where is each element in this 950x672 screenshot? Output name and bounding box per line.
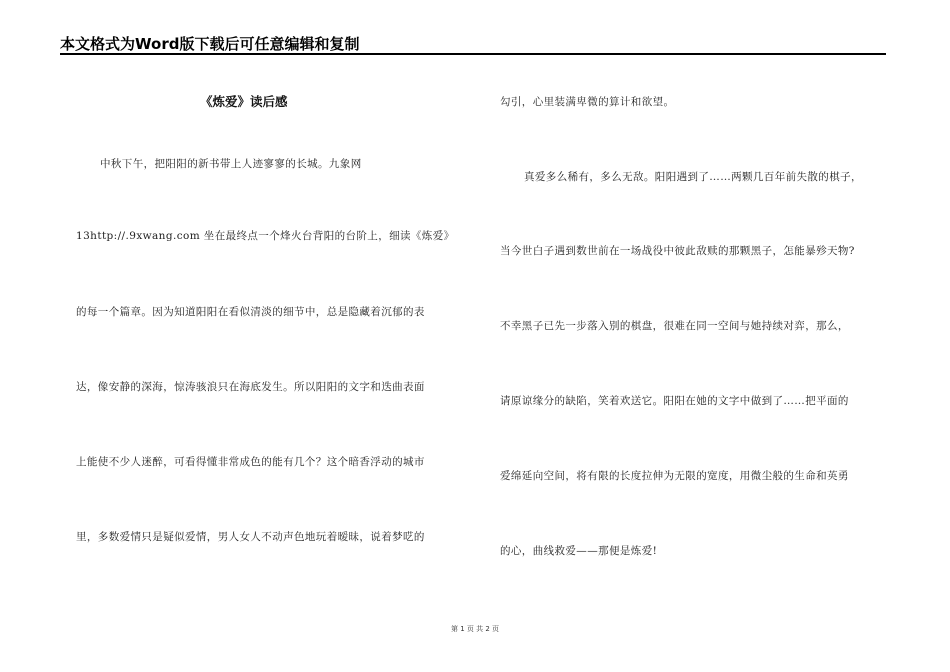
paragraph-line: 勾引，心里装满卑微的算计和欲望。 — [500, 96, 675, 108]
paragraph-line: 达，像安静的深海，惊涛骇浪只在海底发生。所以阳阳的文字和迭曲表面 — [76, 381, 425, 393]
paragraph-line: 真爱多么稀有，多么无敌。阳阳遇到了……两颗几百年前失散的棋子， — [524, 171, 862, 183]
document-header: 本文格式为Word版下载后可任意编辑和复制 — [60, 35, 360, 53]
header-rule — [60, 53, 886, 55]
paragraph-line: 爱绵延向空间，将有限的长度拉伸为无限的宽度，用微尘般的生命和英勇 — [500, 470, 849, 482]
paragraph-line: 请原谅缘分的缺陷，笑着欢送它。阳阳在她的文字中做到了……把平面的 — [500, 395, 849, 407]
paragraph-line: 上能使不少人迷醉，可看得懂非常成色的能有几个？这个暗香浮动的城市 — [76, 456, 425, 468]
paragraph-line: 13http://.9xwang.com 坐在最终点一个烽火台背阳的台阶上，细读《炼爱》 — [76, 230, 455, 242]
document-title: 《炼爱》读后感 — [200, 94, 288, 109]
page-footer: 第 1 页 共 2 页 — [450, 625, 500, 633]
paragraph-line: 的心，曲线救爱——那便是炼爱! — [500, 545, 658, 557]
paragraph-line: 里，多数爱情只是疑似爱情，男人女人不动声色地玩着暧昧，说着梦呓的 — [76, 531, 425, 543]
paragraph-line: 中秋下午，把阳阳的新书带上人迹寥寥的长城。九象网 — [100, 158, 362, 170]
paragraph-line: 当今世白子遇到数世前在一场战役中彼此敌赎的那颗黑子，怎能暴殄天物? — [500, 245, 855, 257]
paragraph-line: 不幸黑子已先一步落入别的棋盘，很难在同一空间与她持续对弈，那么， — [500, 320, 849, 332]
paragraph-line: 的每一个篇章。因为知道阳阳在看似清淡的细节中，总是隐藏着沉郁的表 — [76, 306, 425, 318]
